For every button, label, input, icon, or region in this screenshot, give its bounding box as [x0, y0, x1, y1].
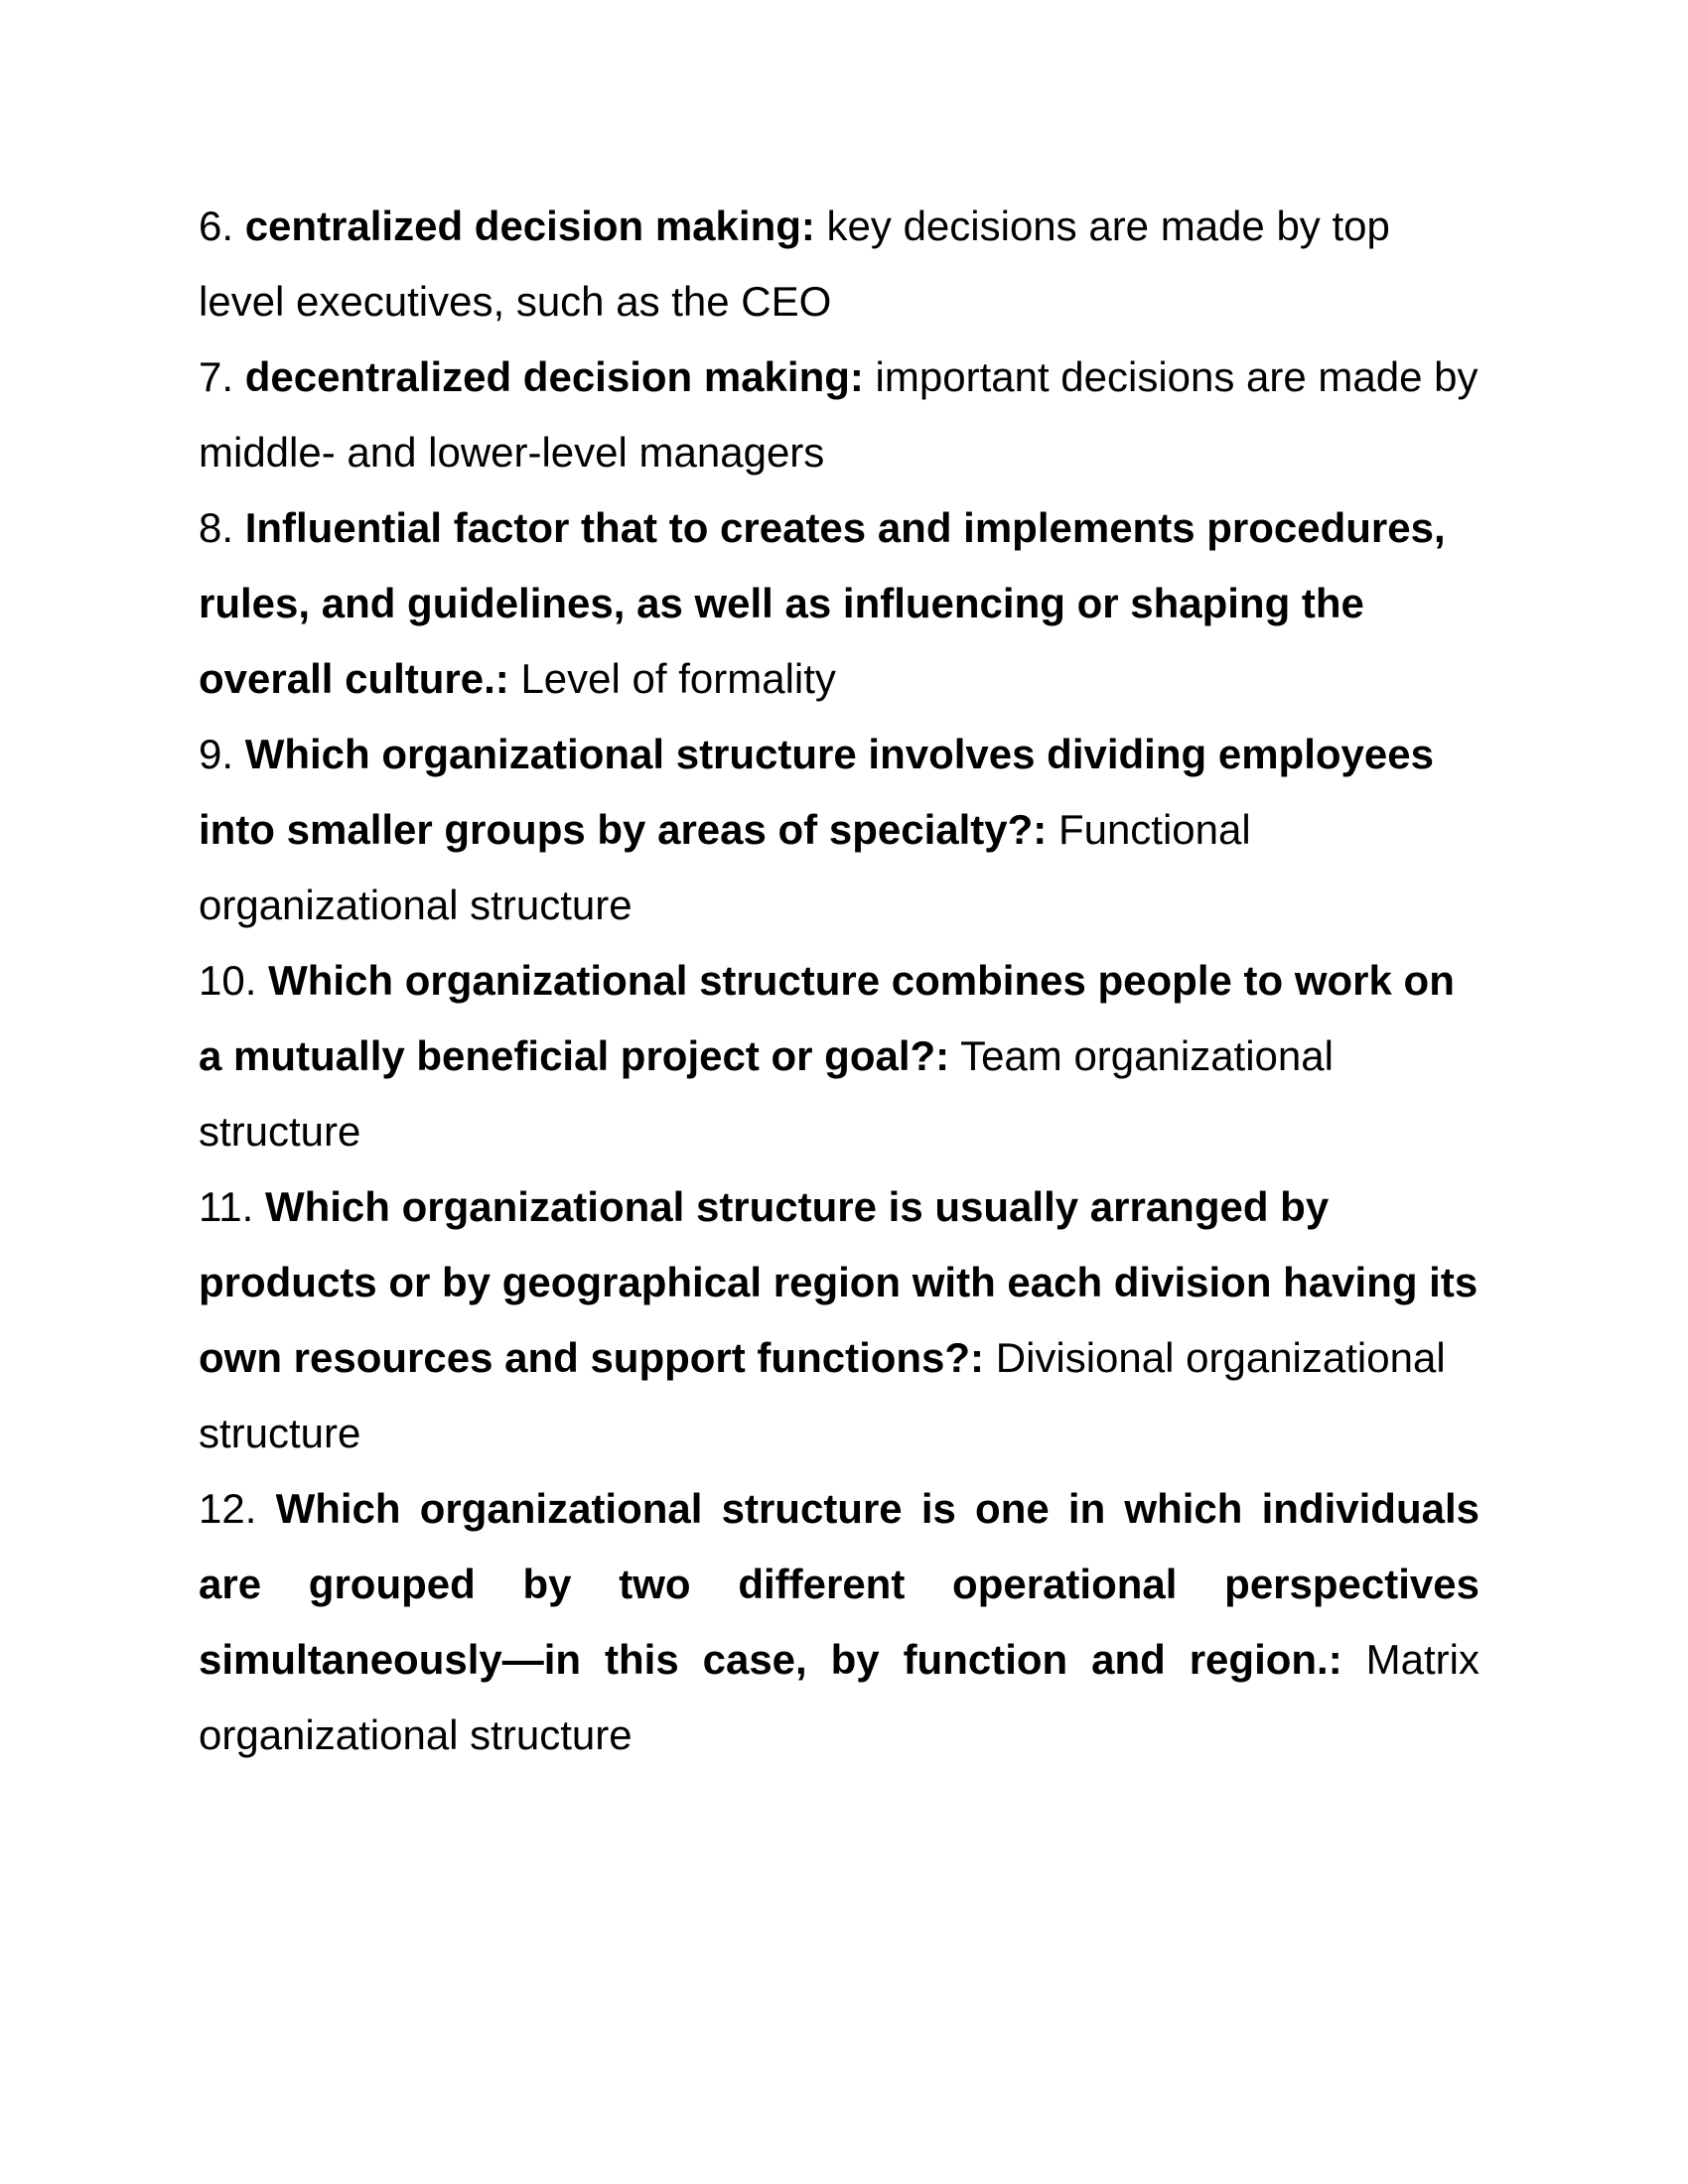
entry-question: Which organizational structure is one in which individuals are grouped by two different operational perspectives simultaneously—in this case, by function and region.:: [199, 1485, 1479, 1683]
entry-answer: Functional organizational structure: [199, 806, 1251, 928]
flashcard-entry-7: [199, 340, 1479, 490]
entry-answer: Team organizational structure: [199, 1032, 1334, 1155]
flashcard-list: [199, 189, 1479, 1773]
entry-question: Which organizational structure combines people to work on a mutually beneficial project or goal?:: [199, 957, 1455, 1079]
entry-answer: Divisional organizational structure: [199, 1334, 1446, 1456]
entry-number: 9.: [199, 731, 234, 777]
entry-answer: key decisions are made by top level executives, such as the CEO: [199, 203, 1390, 325]
entry-answer: Level of formality: [520, 655, 836, 702]
entry-question: centralized decision making:: [244, 203, 815, 249]
entry-number: 6.: [199, 203, 234, 249]
entry-answer: Matrix organizational structure: [199, 1636, 1479, 1758]
entry-number: 12.: [199, 1485, 257, 1532]
flashcard-entry-6: [199, 189, 1479, 340]
entry-number: 10.: [199, 957, 257, 1004]
entry-question: decentralized decision making:: [244, 353, 864, 400]
entry-number: 7.: [199, 353, 234, 400]
flashcard-entry-12: [199, 1471, 1479, 1773]
entry-question: Influential factor that to creates and implements procedures, rules, and guidelines, as well as influencing or shaping the overall culture.:: [199, 504, 1446, 702]
entry-number: 11.: [199, 1183, 254, 1230]
entry-question: Which organizational structure involves dividing employees into smaller groups by areas of specialty?:: [199, 731, 1434, 853]
entry-number: 8.: [199, 504, 234, 551]
flashcard-entry-11: [199, 1169, 1479, 1471]
flashcard-entry-8: [199, 490, 1479, 717]
entry-question: Which organizational structure is usually arranged by products or by geographical region with each division having its own resources and support functions?:: [199, 1183, 1478, 1381]
flashcard-entry-9: [199, 717, 1479, 943]
flashcard-entry-10: [199, 943, 1479, 1169]
entry-answer: important decisions are made by middle- and lower-level managers: [199, 353, 1478, 476]
